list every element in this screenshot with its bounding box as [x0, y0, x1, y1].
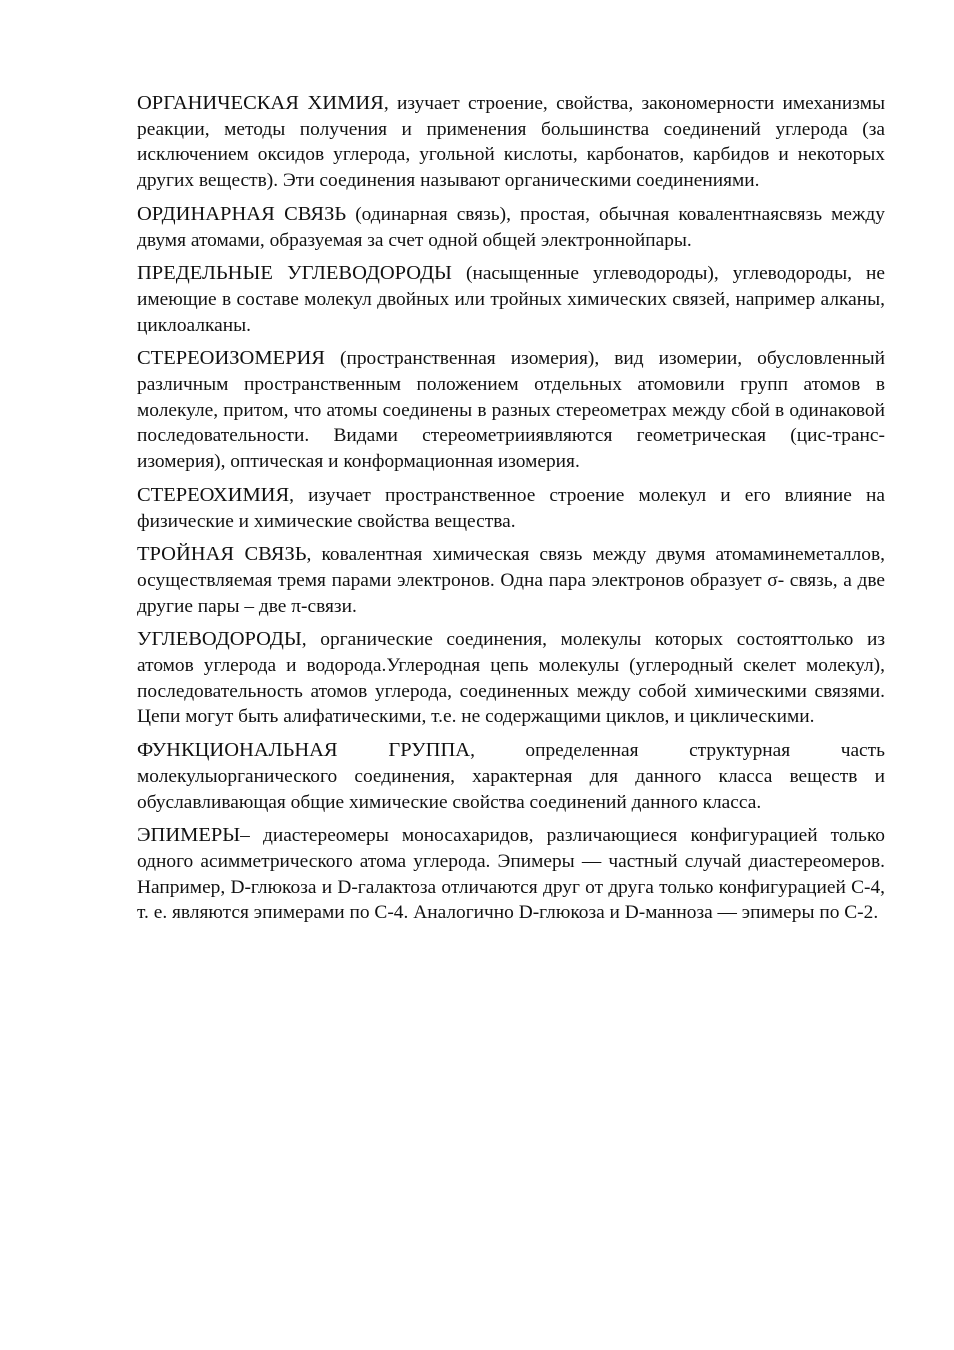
glossary-definition: (пространственная изомерия), вид изомерии, обусловленный различным пространственным положением отдельных атомовили групп атомов в молекуле, притом, что атомы соединены в разных стереометрах между сбой в одинаковой последовательности. Видами стереометрииявляются геометрическая (цис-транс-изомерия), оптическая и конформационная изомерия. — [137, 348, 885, 473]
glossary-term: ФУНКЦИОНАЛЬНАЯ ГРУППА — [137, 739, 471, 762]
glossary-definition: , ковалентная химическая связь между двумя атомаминеметаллов, осуществляемая тремя парами электронов. Одна пара электронов образует σ- связь, а две другие пары – две π-связи. — [137, 544, 885, 617]
glossary-entry-saturated-hydrocarbons — [137, 261, 885, 338]
glossary-entry-stereochemistry — [137, 483, 885, 534]
glossary-entry-single-bond — [137, 202, 885, 253]
glossary-definition: – диастереомеры моносахаридов, различающиеся конфигурацией только одного асимметрического атома углерода. Эпимеры — частный случай диастереомеров. Например, D-глюкоза и D-галактоза отличаются друг от друга только конфигурацией С-4, т. е. являются эпимерами по С-4. Аналогично D-глюкоза и D-манноза — эпимеры по С-2. — [137, 825, 885, 924]
glossary-term: ПРЕДЕЛЬНЫЕ УГЛЕВОДОРОДЫ — [137, 262, 452, 285]
glossary-term: ТРОЙНАЯ СВЯЗЬ — [137, 543, 307, 566]
document-page — [137, 91, 885, 934]
glossary-definition: , органические соединения, молекулы которых состояттолько из атомов углерода и водорода.Углеродная цепь молекулы (углеродный скелет молекул), последовательность атомов углерода, соединенных между собой химическими связями. Цепи могут быть алифатическими, т.е. не содержащими циклов, и циклическими. — [137, 629, 885, 728]
glossary-definition: , определенная структурная часть молекулыорганического соединения, характерная для данного класса веществ и обуславливающая общие химические свойства соединений данного класса. — [137, 740, 885, 813]
glossary-entry-stereoisomerism — [137, 346, 885, 475]
glossary-definition: , изучает пространственное строение молекул и его влияние на физические и химические свойства вещества. — [137, 484, 885, 532]
glossary-definition: (одинарная связь), простая, обычная ковалентнаясвязь между двумя атомами, образуемая за счет одной общей электроннойпары. — [137, 203, 885, 251]
glossary-entry-triple-bond — [137, 542, 885, 619]
glossary-definition: (насыщенные углеводороды), углеводороды, не имеющие в составе молекул двойных или тройных химических связей, например алканы, циклоалканы. — [137, 263, 885, 336]
glossary-entry-organic-chemistry — [137, 91, 885, 194]
glossary-definition: , изучает строение, свойства, закономерности имеханизмы реакции, методы получения и применения большинства соединений углерода (за исключением оксидов углерода, угольной кислоты, карбонатов, карбидов и некоторых других веществ). Эти соединения называют органическими соединениями. — [137, 93, 885, 192]
glossary-term: СТЕРЕОХИМИЯ — [137, 483, 290, 506]
glossary-term: ЭПИМЕРЫ — [137, 824, 241, 847]
glossary-entry-hydrocarbons — [137, 627, 885, 730]
glossary-entry-epimers — [137, 823, 885, 926]
glossary-term: УГЛЕВОДОРОДЫ — [137, 628, 302, 651]
glossary-entry-functional-group — [137, 738, 885, 815]
glossary-term: ОРГАНИЧЕСКАЯ ХИМИЯ — [137, 92, 384, 114]
glossary-term: ОРДИНАРНАЯ СВЯЗЬ — [137, 202, 347, 225]
glossary-term: СТЕРЕОИЗОМЕРИЯ — [137, 347, 325, 370]
